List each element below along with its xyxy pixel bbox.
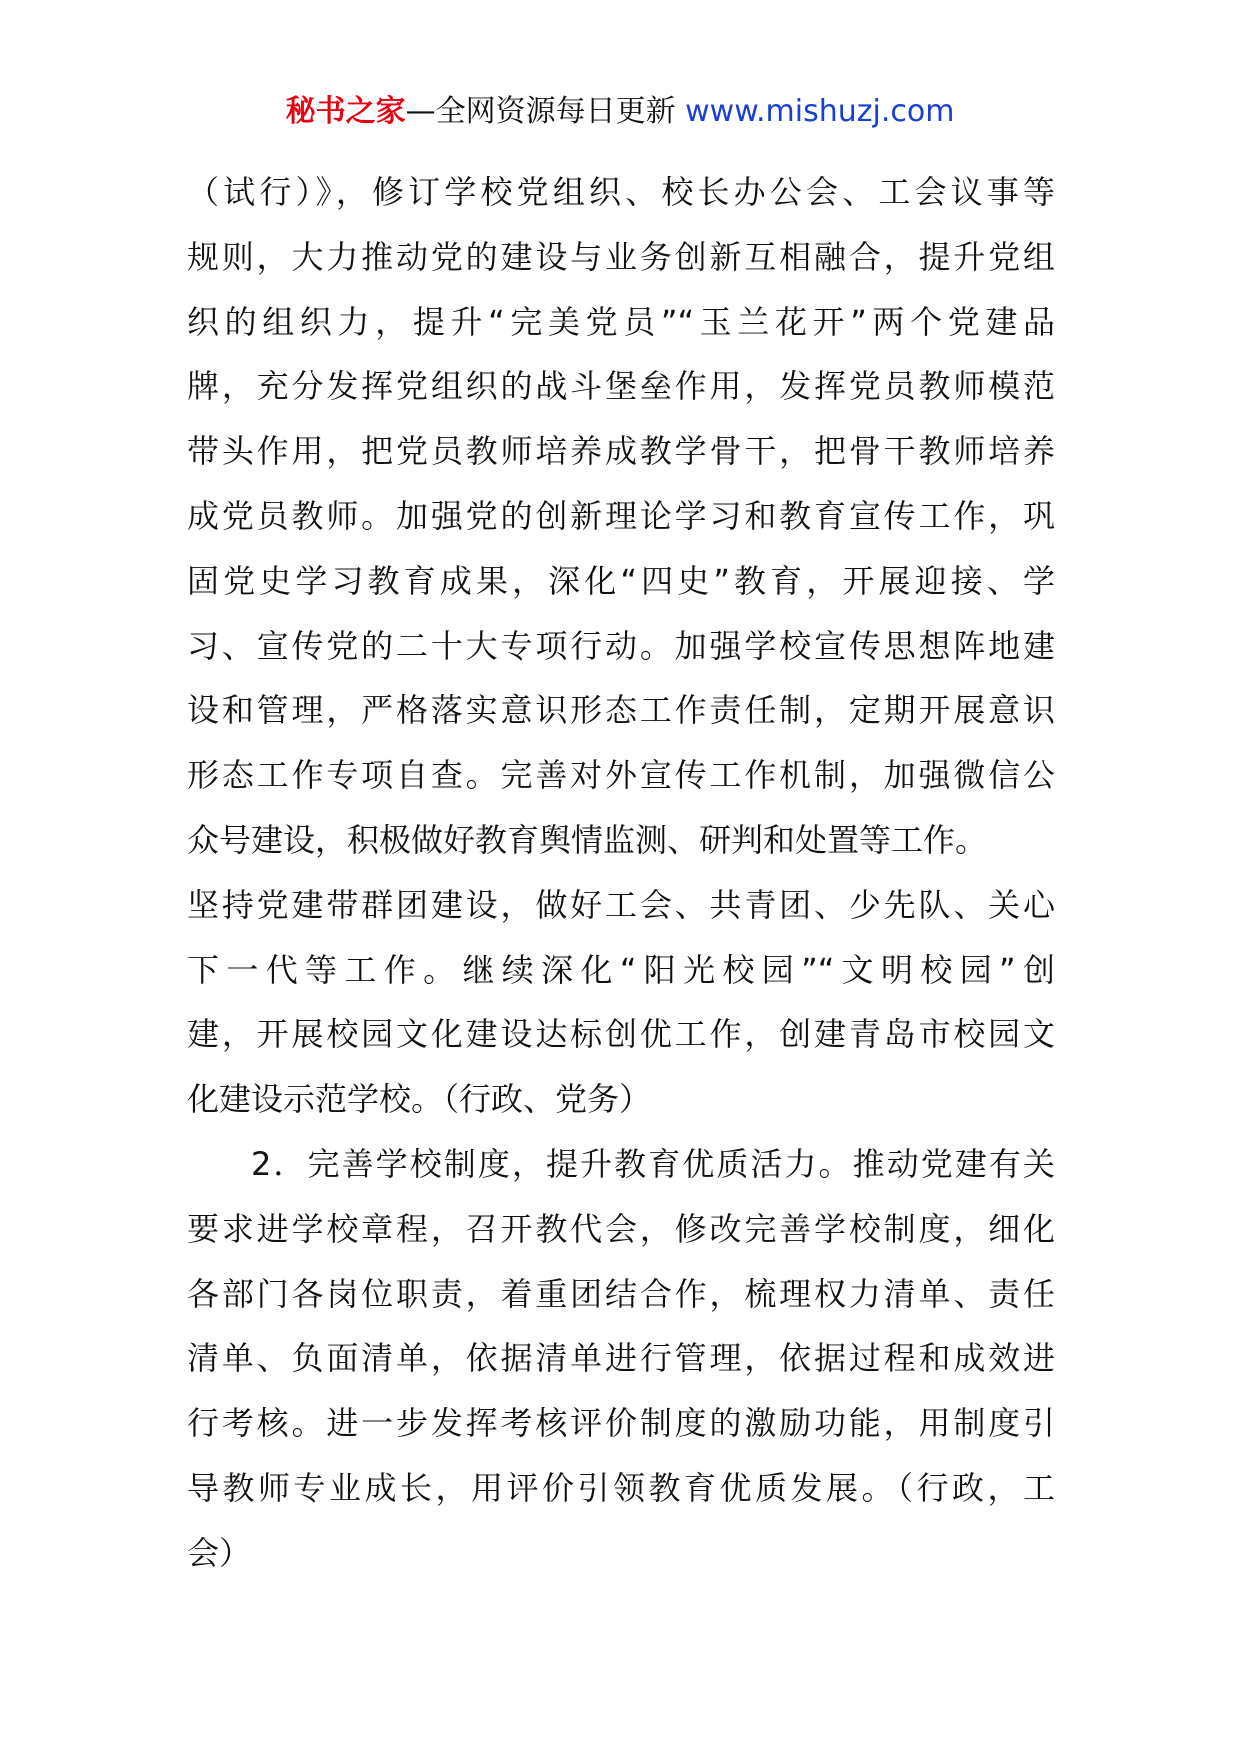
- paragraph-line: 设和管理，严格落实意识形态工作责任制，定期开展意识: [187, 691, 1055, 730]
- site-brand: 秘书之家: [285, 94, 406, 129]
- document-body: [187, 160, 1055, 1586]
- paragraph-line: 规则，大力推动党的建设与业务创新互相融合，提升党组: [187, 237, 1055, 276]
- paragraph-line: 各部门各岗位职责，着重团结合作，梳理权力清单、责任: [187, 1274, 1055, 1313]
- paragraph-line-first: 2．完善学校制度，提升教育优质活力。推动党建有关: [251, 1144, 1055, 1183]
- paragraph-line: 习、宣传党的二十大专项行动。加强学校宣传思想阵地建: [187, 626, 1055, 665]
- paragraph-line: 清单、负面清单，依据清单进行管理，依据过程和成效进: [187, 1339, 1055, 1378]
- paragraph-line: 坚持党建带群团建设，做好工会、共青团、少先队、关心: [187, 885, 1055, 924]
- site-url-link[interactable]: www.mishuzj.com: [685, 94, 955, 129]
- paragraph-line: 形态工作专项自查。完善对外宣传工作机制，加强微信公: [187, 756, 1055, 795]
- paragraph-line: 建，开展校园文化建设达标创优工作，创建青岛市校园文: [187, 1015, 1055, 1054]
- paragraph-line: 牌，充分发挥党组织的战斗堡垒作用，发挥党员教师模范: [187, 367, 1055, 406]
- paragraph-line: （试行）》，修订学校党组织、校长办公会、工会议事等: [187, 173, 1055, 211]
- paragraph-line: 成党员教师。加强党的创新理论学习和教育宣传工作，巩: [187, 496, 1055, 535]
- paragraph-line-end: 会）: [187, 1533, 252, 1572]
- paragraph-line: 导教师专业成长，用评价引领教育优质发展。（行政，工: [187, 1468, 1055, 1507]
- paragraph-line: 下一代等工作。继续深化“阳光校园”“文明校园”创: [187, 950, 1055, 989]
- site-tagline: —全网资源每日更新: [405, 94, 686, 129]
- paragraph-line: 行考核。进一步发挥考核评价制度的激励功能，用制度引: [187, 1404, 1055, 1443]
- paragraph-line: 织的组织力，提升“完美党员”“玉兰花开”两个党建品: [187, 302, 1055, 341]
- paragraph-line-end: 化建设示范学校。（行政、党务）: [187, 1080, 652, 1119]
- paragraph-line: 众号建设，积极做好教育舆情监测、研判和处置等工作。: [187, 820, 988, 859]
- site-header: [0, 92, 1240, 132]
- paragraph-line: 要求进学校章程，召开教代会，修改完善学校制度，细化: [187, 1209, 1055, 1248]
- paragraph-line: 固党史学习教育成果，深化“四史”教育，开展迎接、学: [187, 561, 1055, 600]
- paragraph-line: 带头作用，把党员教师培养成教学骨干，把骨干教师培养: [187, 432, 1055, 471]
